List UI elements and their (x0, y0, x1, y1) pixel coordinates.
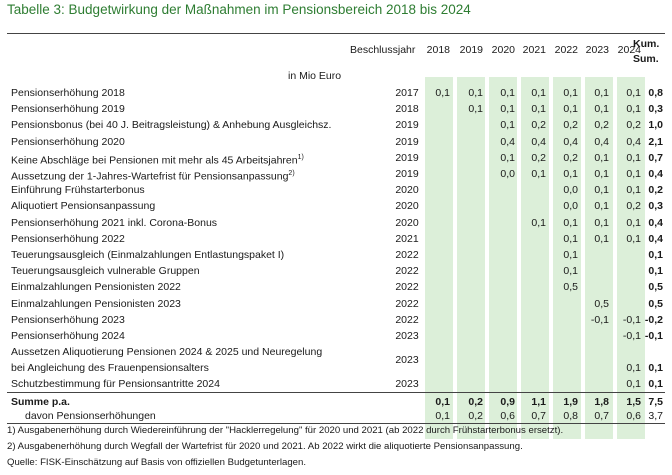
beschlussjahr-cell: 2022 (395, 265, 419, 278)
cumulative-sum-cell: 0,1 (648, 265, 663, 278)
summe-row-label: Summe p.a. (11, 396, 70, 408)
value-cell: 0,5 (563, 281, 578, 294)
cumulative-sum-cell: 0,3 (648, 103, 663, 116)
beschlussjahr-cell: 2023 (395, 330, 419, 342)
cumulative-sum-cell: 0,4 (648, 232, 663, 245)
value-cell: 0,1 (563, 249, 578, 261)
davon-row-label: davon Pensionserhöhungen (25, 410, 156, 422)
value-cell: 0,1 (500, 119, 515, 132)
davon-row-value: 0,7 (531, 410, 546, 422)
value-cell: 0,0 (563, 184, 578, 197)
cumulative-sum-cell: 0,7 (648, 151, 663, 164)
row-label (11, 312, 125, 328)
row-label-text: Aussetzen Aliquotierung Pensionen 2024 & 2025 und Neuregelung (11, 346, 323, 359)
cumulative-sum-cell: 0,4 (648, 168, 663, 180)
summe-row-value: 1,9 (563, 396, 578, 408)
row-label (11, 344, 322, 376)
table-row (7, 376, 665, 392)
value-cell: 0,1 (563, 232, 578, 245)
value-cell: 0,1 (626, 362, 641, 375)
cumulative-sum-cell: 0,5 (648, 297, 663, 310)
beschlussjahr-cell: 2019 (395, 168, 419, 180)
row-label-text: Teuerungsausgleich (Einmalzahlungen Entlastungspaket I) (11, 249, 285, 261)
beschlussjahr-cell: 2020 (395, 184, 419, 197)
value-cell: 0,1 (468, 87, 483, 99)
value-cell: 0,1 (626, 168, 641, 180)
cumulative-sum-cell: 0,4 (648, 216, 663, 229)
value-cell: 0,1 (594, 151, 609, 164)
row-label-text: Pensionsbonus (bei 40 J. Beitragsleistung) & Anhebung Ausgleichsz. (11, 119, 332, 132)
summe-row-value: 0,2 (468, 396, 483, 408)
value-cell: 0,1 (531, 216, 546, 229)
value-cell: 0,1 (626, 87, 641, 99)
table-row (7, 150, 665, 166)
footnote-ref: 2) (288, 170, 295, 177)
value-cell: 0,1 (594, 168, 609, 180)
cumulative-sum-cell: 0,1 (648, 378, 663, 391)
table-row (7, 215, 665, 231)
summe-row-sum: 7,5 (648, 396, 663, 408)
value-cell: 0,1 (626, 216, 641, 229)
row-label-text: Einführung Frühstarterbonus (11, 184, 145, 197)
value-cell: 0,1 (594, 216, 609, 229)
row-label-text: Teuerungsausgleich vulnerable Gruppen (11, 265, 200, 278)
value-cell: 0,1 (531, 103, 546, 116)
value-cell: 0,1 (594, 232, 609, 245)
beschlussjahr-cell: 2019 (395, 119, 419, 132)
row-label (11, 85, 125, 101)
row-label-text: Keine Abschläge bei Pensionen mit mehr als 45 Arbeitsjahren (11, 154, 298, 167)
davon-row-value: 0,6 (626, 410, 641, 422)
value-cell: 0,1 (594, 184, 609, 197)
row-label (11, 328, 125, 344)
value-cell: 0,4 (594, 135, 609, 148)
value-cell: 0,1 (626, 184, 641, 197)
table-row (7, 296, 665, 312)
cumulative-sum-cell: 0,8 (648, 87, 663, 99)
beschlussjahr-cell: 2023 (395, 378, 419, 391)
beschlussjahr-cell: 2020 (395, 216, 419, 229)
table-row (7, 279, 665, 295)
source-note: Quelle: FISK-Einschätzung auf Basis von offiziellen Budgetunterlagen. (7, 457, 307, 468)
value-cell: 0,1 (563, 216, 578, 229)
data-table (7, 85, 665, 422)
row-label-text: Pensionserhöhung 2023 (11, 313, 125, 326)
value-cell: -0,1 (622, 330, 641, 342)
value-cell: 0,4 (500, 135, 515, 148)
beschlussjahr-cell: 2019 (395, 151, 419, 164)
row-label-text: Pensionserhöhung 2021 inkl. Corona-Bonus (11, 216, 218, 229)
row-label-text: Pensionserhöhung 2020 (11, 135, 125, 148)
cumulative-sum-cell: 0,2 (648, 184, 663, 197)
table-row (7, 312, 665, 328)
header-year-2023: 2023 (585, 44, 609, 56)
header-year-2018: 2018 (426, 44, 450, 56)
row-label (11, 198, 155, 214)
value-cell: 0,1 (563, 265, 578, 278)
row-label (11, 247, 284, 263)
row-label-text: Pensionserhöhung 2024 (11, 330, 125, 342)
row-label-text: Pensionserhöhung 2018 (11, 87, 125, 99)
cumulative-sum-cell: 2,1 (648, 135, 663, 148)
beschlussjahr-cell: 2022 (395, 281, 419, 294)
table-row (7, 101, 665, 117)
value-cell: 0,1 (435, 87, 450, 99)
table-row (7, 166, 665, 182)
row-label (11, 215, 217, 231)
value-cell: 0,0 (500, 168, 515, 180)
value-cell: 0,1 (563, 87, 578, 99)
davon-row-value: 0,8 (563, 410, 578, 422)
value-cell: 0,0 (563, 200, 578, 213)
table-row (7, 344, 665, 376)
header-year-2020: 2020 (491, 44, 515, 56)
davon-row-value: 0,1 (435, 410, 450, 422)
value-cell: 0,1 (626, 103, 641, 116)
summe-row-value: 1,1 (531, 396, 546, 408)
bottom-rule (7, 423, 665, 424)
value-cell: -0,1 (622, 313, 641, 326)
table-row (7, 182, 665, 198)
value-cell: 0,1 (626, 151, 641, 164)
table-row (7, 247, 665, 263)
value-cell: 0,1 (594, 87, 609, 99)
row-label (11, 101, 125, 117)
value-cell: -0,1 (590, 313, 609, 326)
value-cell: 0,1 (594, 103, 609, 116)
value-cell: 0,1 (500, 87, 515, 99)
value-cell: 0,5 (594, 297, 609, 310)
value-cell: 0,4 (531, 135, 546, 148)
beschlussjahr-cell: 2022 (395, 313, 419, 326)
row-label-text: Pensionserhöhung 2022 (11, 232, 125, 245)
value-cell: 0,1 (500, 151, 515, 164)
cumulative-sum-cell: -0,1 (644, 330, 663, 342)
value-cell: 0,2 (626, 200, 641, 213)
value-cell: 0,2 (531, 151, 546, 164)
row-label-text: Einmalzahlungen Pensionisten 2023 (11, 297, 181, 310)
table-row (7, 263, 665, 279)
value-cell: 0,1 (500, 103, 515, 116)
summe-row-value: 1,8 (594, 396, 609, 408)
row-label (11, 376, 220, 392)
header-year-2021: 2021 (522, 44, 546, 56)
row-label-text: Schutzbestimmung für Pensionsantritte 2024 (11, 378, 220, 391)
davon-row-sum: 3,7 (648, 410, 663, 422)
value-cell: 0,2 (626, 119, 641, 132)
cumulative-sum-cell: 1,0 (648, 119, 663, 132)
row-label-text-2: bei Angleichung des Frauenpensionsalters (11, 362, 209, 375)
header-sum: Sum. (633, 53, 659, 65)
davon-row (7, 408, 665, 424)
cumulative-sum-cell: 0,1 (648, 249, 663, 261)
row-label (11, 263, 200, 279)
value-cell: 0,1 (531, 87, 546, 99)
beschlussjahr-cell: 2023 (395, 354, 419, 367)
value-cell: 0,1 (626, 378, 641, 391)
cumulative-sum-cell: -0,2 (644, 313, 663, 326)
value-cell: 0,4 (626, 135, 641, 148)
value-cell: 0,1 (594, 200, 609, 213)
table-row (7, 85, 665, 101)
header-year-2024: 2024 (617, 44, 641, 56)
value-cell: 0,1 (563, 168, 578, 180)
beschlussjahr-cell: 2020 (395, 200, 419, 213)
table-title: Tabelle 3: Budgetwirkung der Maßnahmen im Pensionsbereich 2018 bis 2024 (7, 2, 471, 17)
table-row (7, 117, 665, 133)
summe-row-value: 0,9 (500, 396, 515, 408)
row-label-text: Aussetzung der 1-Jahres-Wartefrist für Pensionsanpassung (11, 170, 289, 183)
footnote-1: 1) Ausgabenerhöhung durch Wiedereinführung der "Hacklerregelung" für 2020 und 2021 (ab 2022 durch Frühstarterbonus ersetzt). (7, 425, 564, 436)
table-row (7, 198, 665, 214)
beschlussjahr-cell: 2019 (395, 135, 419, 148)
value-cell: 0,1 (468, 103, 483, 116)
value-cell: 0,2 (531, 119, 546, 132)
footnote-2: 2) Ausgabenerhöhung durch Wegfall der Wartefrist für 2020 und 2021. Ab 2022 wirkt die aliquotierte Pensionsanpassung. (7, 441, 523, 452)
table-row (7, 328, 665, 344)
value-cell: 0,1 (531, 168, 546, 180)
row-label (11, 182, 145, 198)
unit-label: in Mio Euro (288, 70, 342, 82)
beschlussjahr-cell: 2022 (395, 249, 419, 261)
sum-rule-top (7, 392, 665, 393)
davon-row-value: 0,6 (500, 410, 515, 422)
table-row (7, 231, 665, 247)
value-cell: 0,2 (563, 151, 578, 164)
row-label (11, 117, 331, 133)
beschlussjahr-cell: 2021 (395, 232, 419, 245)
cumulative-sum-cell: 0,5 (648, 281, 663, 294)
header-kum: Kum. (633, 38, 660, 50)
beschlussjahr-cell: 2018 (395, 103, 419, 116)
value-cell: 0,1 (626, 232, 641, 245)
top-rule (7, 33, 665, 34)
row-label (11, 296, 181, 312)
value-cell: 0,2 (563, 119, 578, 132)
beschlussjahr-cell: 2022 (395, 297, 419, 310)
footnote-ref: 1) (297, 153, 304, 161)
table-row (7, 134, 665, 150)
row-label (11, 134, 125, 150)
beschlussjahr-cell: 2017 (395, 87, 419, 99)
header-year-2022: 2022 (554, 44, 578, 56)
cumulative-sum-cell: 0,1 (648, 362, 663, 375)
cumulative-sum-cell: 0,3 (648, 200, 663, 213)
row-label-text: Einmalzahlungen Pensionisten 2022 (11, 281, 181, 294)
value-cell: 0,2 (594, 119, 609, 132)
row-label (11, 231, 125, 247)
davon-row-value: 0,2 (468, 410, 483, 422)
summe-row-value: 1,5 (626, 396, 641, 408)
row-label-text: Aliquotiert Pensionsanpassung (11, 200, 156, 213)
header-year-2019: 2019 (459, 44, 483, 56)
value-cell: 0,4 (563, 135, 578, 148)
value-cell: 0,1 (563, 103, 578, 116)
row-label-text: Pensionserhöhung 2019 (11, 103, 125, 116)
davon-row-value: 0,7 (594, 410, 609, 422)
summe-row-value: 0,1 (435, 396, 450, 408)
header-beschlussjahr: Beschlussjahr (350, 44, 416, 56)
row-label (11, 279, 181, 295)
